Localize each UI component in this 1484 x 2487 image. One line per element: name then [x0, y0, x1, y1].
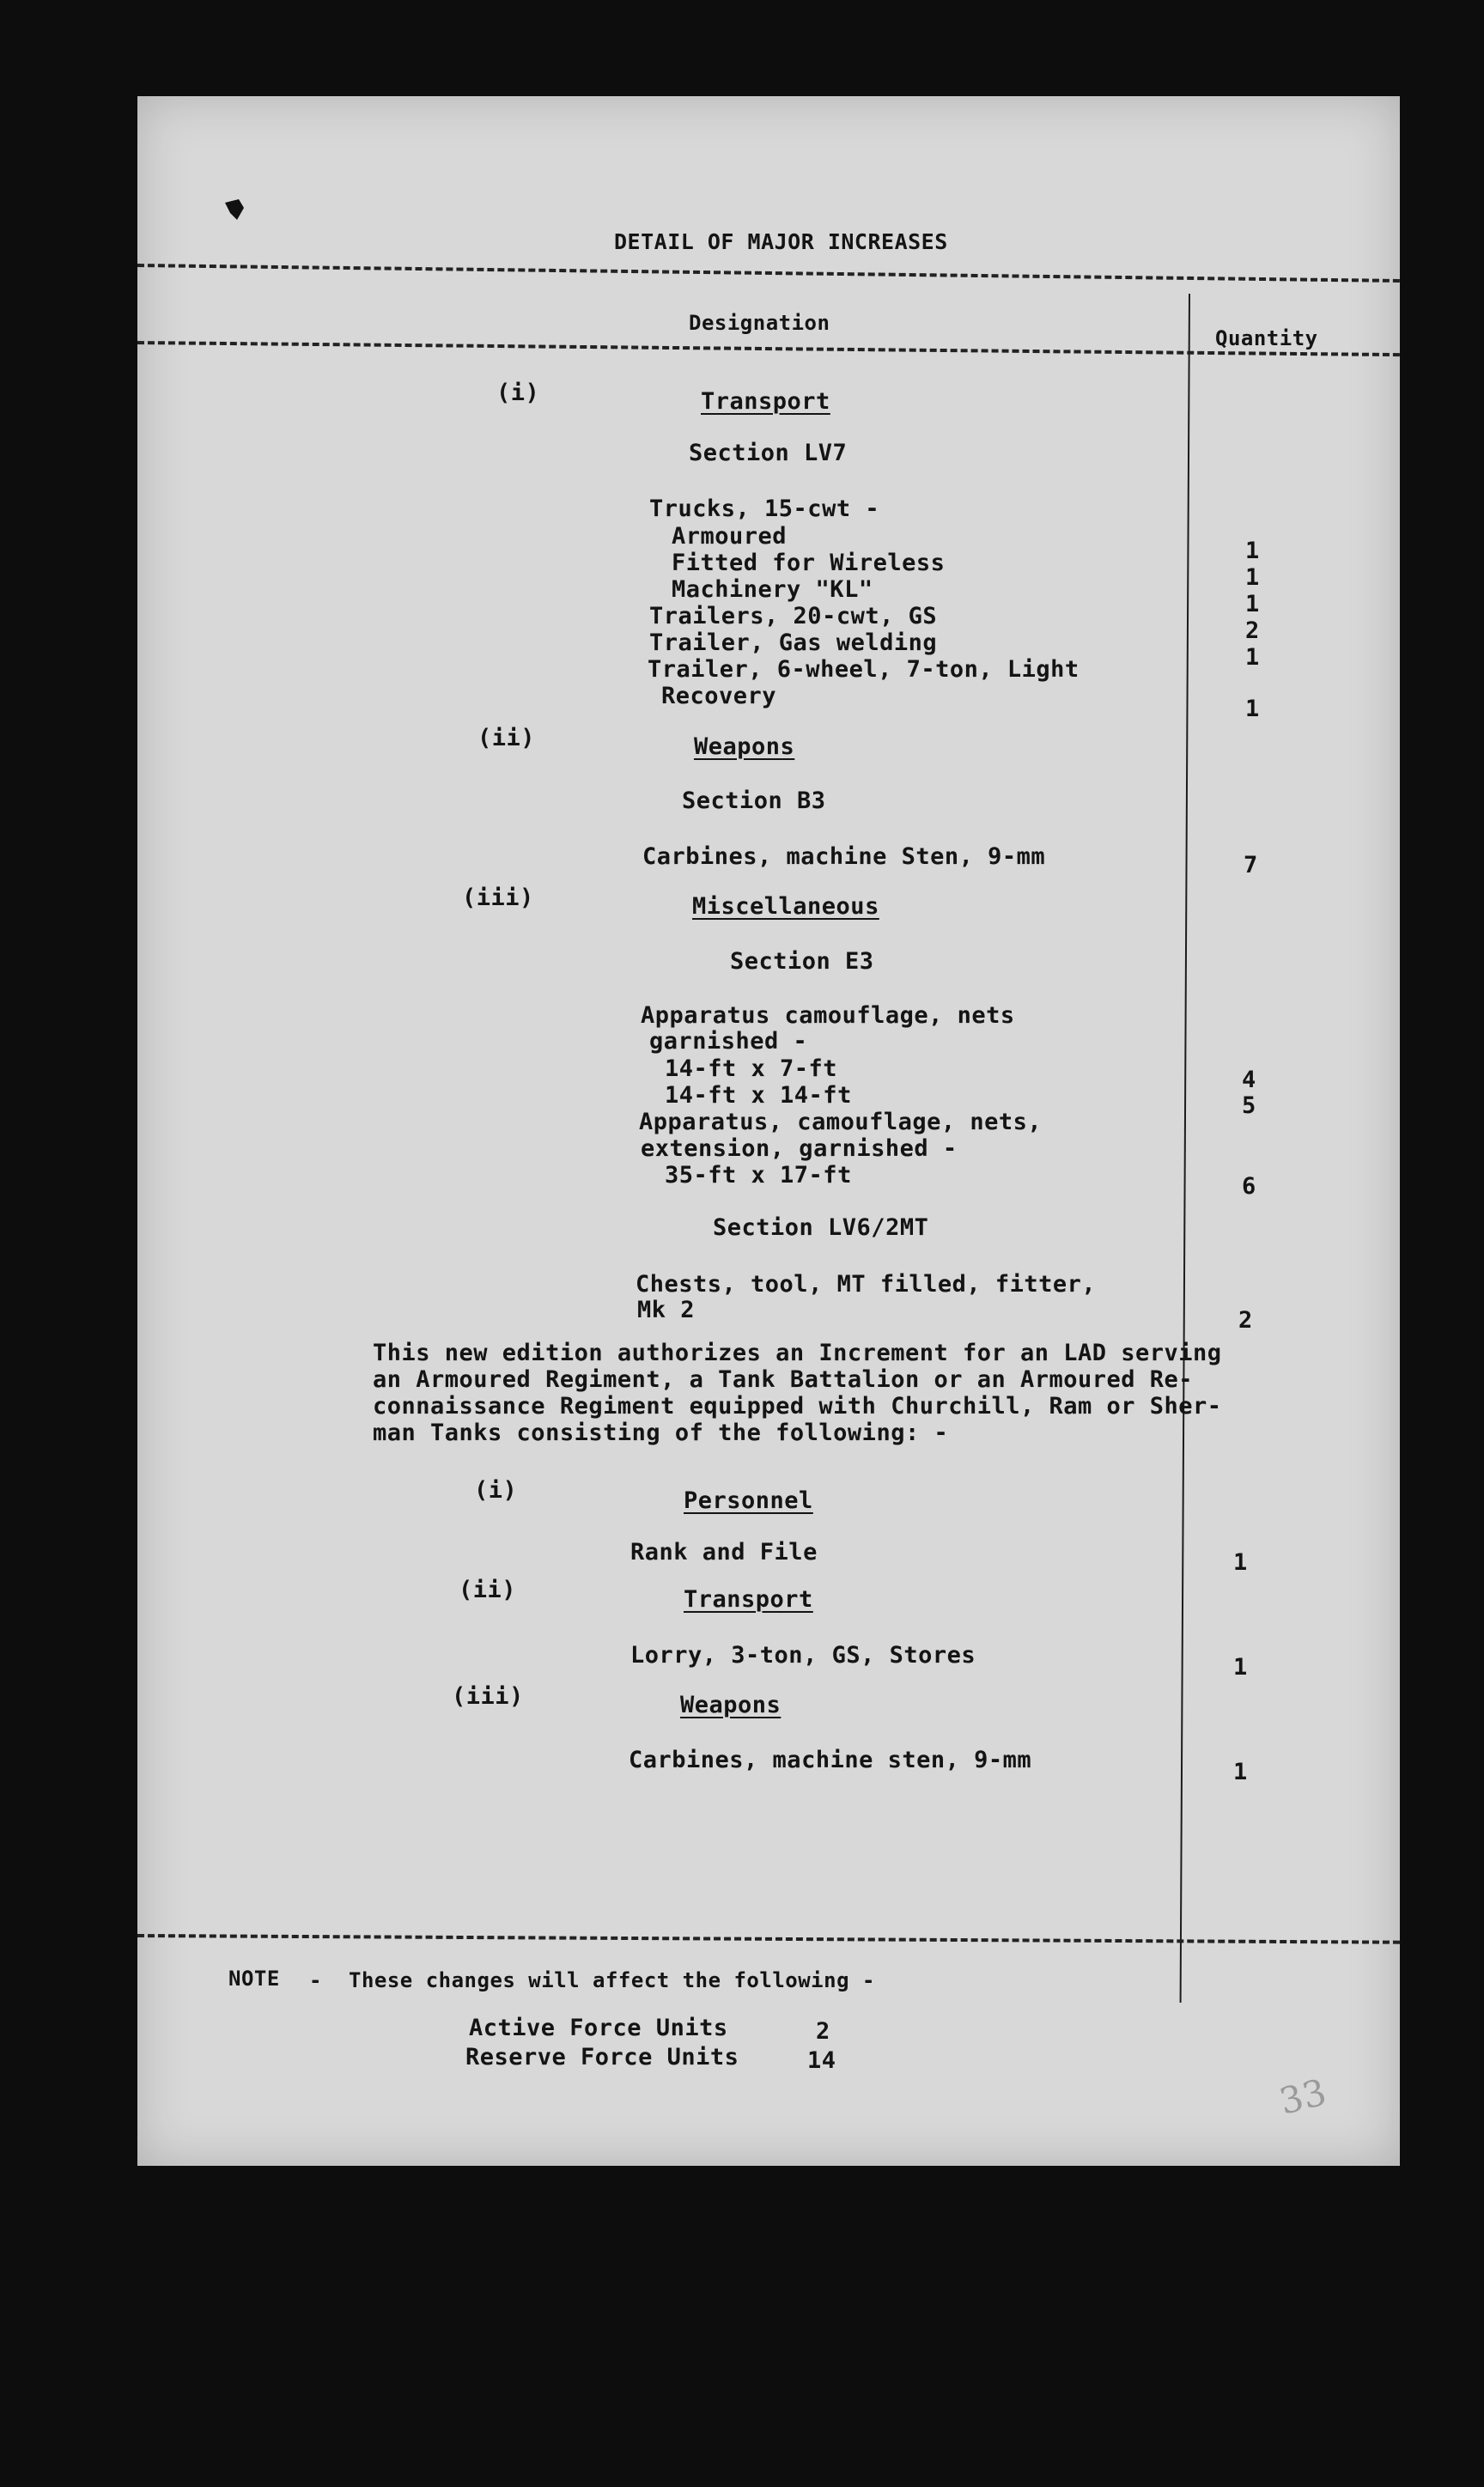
rule-top	[137, 264, 1400, 283]
punch-mark-icon	[222, 198, 247, 223]
note-text: These changes will affect the following -	[349, 1968, 875, 1992]
document-page	[137, 96, 1400, 2166]
designation-header: Designation	[689, 311, 830, 335]
misc-line: extension, garnished -	[641, 1135, 958, 1162]
misc-line: garnished -	[649, 1028, 808, 1055]
paragraph-line: man Tanks consisting of the following: -	[373, 1420, 949, 1446]
rule-header	[137, 341, 1400, 356]
quantity-cell: 2	[1245, 617, 1260, 644]
misc-subsection-2: Section LV6/2MT	[713, 1214, 929, 1241]
personnel-line: Rank and File	[630, 1539, 818, 1566]
note-label: NOTE	[228, 1967, 280, 1991]
quantity-cell: 1	[1245, 644, 1260, 671]
transport-line: Trailer, 6-wheel, 7-ton, Light	[648, 656, 1080, 683]
transport-line: Armoured	[672, 523, 788, 550]
personnel-heading: Personnel	[684, 1487, 813, 1514]
note-dash: -	[309, 1968, 322, 1992]
page-number: 33	[1274, 2070, 1331, 2123]
increment-transport-numeral: (ii)	[459, 1577, 517, 1603]
quantity-cell: 1	[1245, 696, 1260, 722]
misc-subsection: Section E3	[730, 948, 874, 975]
misc-numeral: (iii)	[462, 885, 534, 911]
increment-weapons-numeral: (iii)	[452, 1683, 524, 1710]
page-title: DETAIL OF MAJOR INCREASES	[614, 229, 948, 254]
paragraph-line: connaissance Regiment equipped with Churchill, Ram or Sher-	[373, 1393, 1222, 1420]
rule-bottom	[137, 1934, 1400, 1944]
paragraph-line: an Armoured Regiment, a Tank Battalion or an Armoured Re-	[373, 1366, 1194, 1393]
quantity-cell: 1	[1233, 1549, 1248, 1576]
transport-line: Trucks, 15-cwt -	[649, 496, 880, 522]
note-row-value: 2	[816, 2018, 830, 2045]
misc-line: Mk 2	[637, 1297, 696, 1323]
quantity-cell: 1	[1245, 591, 1260, 617]
transport-line: Trailers, 20-cwt, GS	[649, 603, 938, 629]
note-row-value: 14	[807, 2047, 836, 2074]
quantity-cell: 6	[1242, 1173, 1256, 1200]
quantity-header: Quantity	[1215, 326, 1318, 350]
weapons-line: Carbines, machine Sten, 9-mm	[642, 843, 1046, 870]
quantity-cell: 1	[1245, 538, 1260, 564]
transport-line: Fitted for Wireless	[672, 550, 946, 576]
transport-heading: Transport	[701, 388, 830, 415]
quantity-cell: 2	[1238, 1307, 1253, 1334]
quantity-cell: 1	[1233, 1759, 1248, 1785]
misc-line: 14-ft x 7-ft	[665, 1055, 838, 1082]
quantity-cell: 5	[1242, 1092, 1256, 1119]
misc-line: Apparatus, camouflage, nets,	[639, 1109, 1043, 1135]
paragraph-line: This new edition authorizes an Increment for an LAD serving	[373, 1340, 1222, 1366]
weapons-numeral: (ii)	[477, 725, 536, 751]
transport-numeral: (i)	[496, 380, 540, 406]
weapons-subsection: Section B3	[682, 787, 826, 814]
note-row-label: Reserve Force Units	[465, 2044, 739, 2070]
personnel-numeral: (i)	[474, 1477, 518, 1504]
quantity-cell: 4	[1242, 1067, 1256, 1093]
transport-line: Recovery	[661, 683, 777, 709]
increment-weapons-heading: Weapons	[680, 1692, 782, 1718]
quantity-cell: 1	[1233, 1654, 1248, 1681]
misc-line: Chests, tool, MT filled, fitter,	[636, 1271, 1097, 1298]
increment-weapons-line: Carbines, machine sten, 9-mm	[629, 1747, 1032, 1773]
misc-heading: Miscellaneous	[692, 893, 879, 920]
transport-line: Trailer, Gas welding	[649, 629, 938, 656]
misc-line: 14-ft x 14-ft	[665, 1082, 852, 1109]
note-row-label: Active Force Units	[469, 2015, 728, 2041]
misc-line: 35-ft x 17-ft	[665, 1162, 852, 1189]
quantity-cell: 7	[1244, 852, 1258, 879]
column-divider	[1180, 294, 1190, 2003]
increment-transport-line: Lorry, 3-ton, GS, Stores	[630, 1642, 976, 1669]
transport-line: Machinery "KL"	[672, 576, 873, 603]
quantity-cell: 1	[1245, 564, 1260, 591]
weapons-heading: Weapons	[694, 733, 795, 760]
transport-subsection: Section LV7	[689, 440, 848, 466]
increment-transport-heading: Transport	[684, 1586, 813, 1613]
misc-line: Apparatus camouflage, nets	[641, 1002, 1015, 1029]
